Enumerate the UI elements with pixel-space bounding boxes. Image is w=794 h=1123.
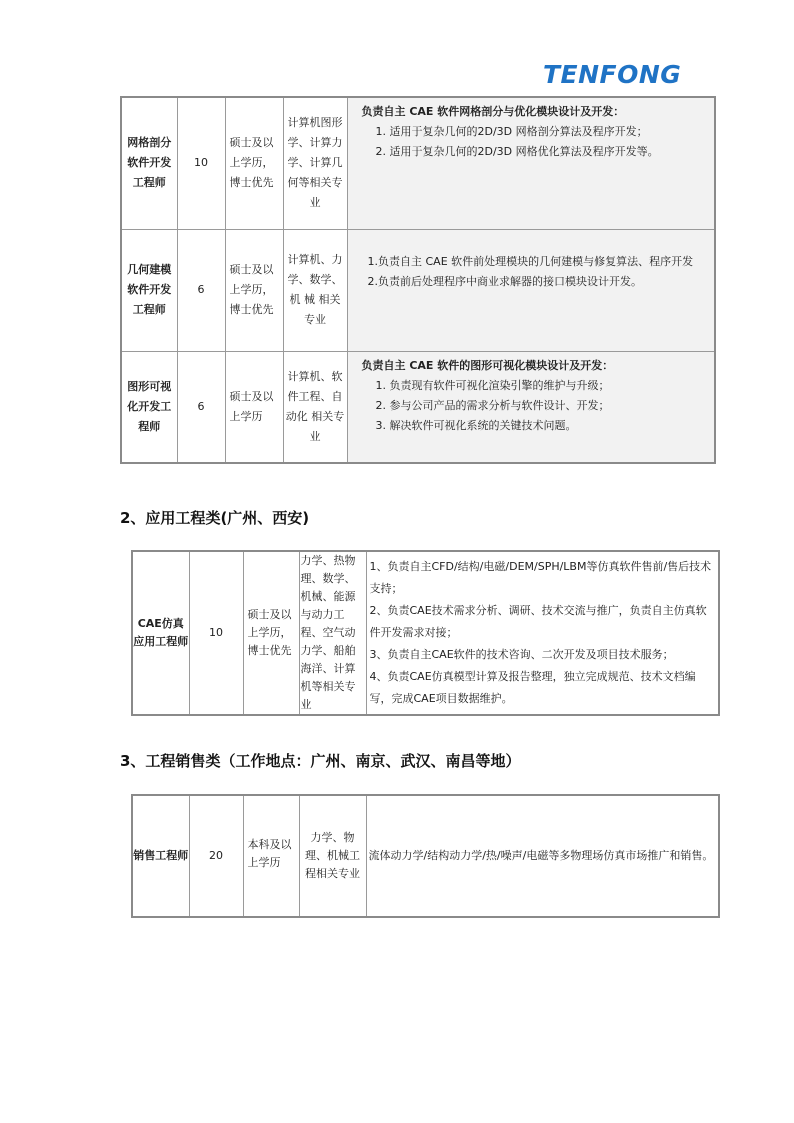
job-count: 20 xyxy=(189,795,243,917)
job-description-item: 1.负责自主 CAE 软件前处理模块的几何建模与修复算法、程序开发 xyxy=(367,254,694,268)
job-description xyxy=(347,97,715,229)
job-description-item: 2、负责CAE技术需求分析、调研、技术交流与推广，负责自主仿真软件开发需求对接； xyxy=(369,604,707,639)
job-role: 销售工程师 xyxy=(132,795,189,917)
job-major: 计算机图形学、计算力学、计算几何等相关专业 xyxy=(283,97,347,229)
table-row xyxy=(121,97,715,229)
job-education: 本科及以上学历 xyxy=(243,795,299,917)
job-education: 硕士及以上学历 xyxy=(225,351,283,463)
job-role: 网格剖分软件开发工程师 xyxy=(121,97,177,229)
job-major: 力学、热物理、数学、机械、能源与动力工程、空气动力学、船舶海洋、计算机等相关专业 xyxy=(299,551,366,715)
job-count: 10 xyxy=(189,551,243,715)
job-description-head: 负责自主 CAE 软件的图形可视化模块设计及开发： xyxy=(361,358,614,372)
job-count: 10 xyxy=(177,97,225,229)
job-description xyxy=(347,229,715,351)
job-description-item: 1. 适用于复杂几何的2D/3D 网格剖分算法及程序开发； xyxy=(375,125,648,138)
job-description-head: 负责自主 CAE 软件网格剖分与优化模块设计及开发： xyxy=(361,105,625,118)
job-description xyxy=(347,351,715,463)
job-count: 6 xyxy=(177,351,225,463)
table-row xyxy=(121,229,715,351)
job-description-item: 2. 适用于复杂几何的2D/3D 网格优化算法及程序开发等。 xyxy=(375,145,659,158)
job-major: 计算机、软件工程、自动化 相关专业 xyxy=(283,351,347,463)
section-heading-application: 2、应用工程类(广州、西安) xyxy=(120,509,310,527)
job-description-item: 4、负责CAE仿真模型计算及报告整理，独立完成规范、技术文档编写，完成CAE项目数据维护。 xyxy=(369,670,696,705)
job-table-application xyxy=(131,550,720,716)
job-major: 计算机、力学、数学、机 械 相关专业 xyxy=(283,229,347,351)
table-row xyxy=(132,551,719,715)
job-role: 几何建模软件开发工程师 xyxy=(121,229,177,351)
job-description: 流体动力学/结构动力学/热/噪声/电磁等多物理场仿真市场推广和销售。 xyxy=(366,795,719,917)
job-description-item: 1、负责自主CFD/结构/电磁/DEM/SPH/LBM等仿真软件售前/售后技术支持； xyxy=(369,560,712,595)
tenfong-logo: TENFONG xyxy=(543,60,682,89)
job-description-item: 2.负责前后处理程序中商业求解器的接口模块设计开发。 xyxy=(367,274,642,288)
job-count: 6 xyxy=(177,229,225,351)
section-heading-sales: 3、工程销售类（工作地点：广州、南京、武汉、南昌等地） xyxy=(120,752,521,770)
job-education: 硕士及以上学历，博士优先 xyxy=(225,229,283,351)
job-description xyxy=(366,551,719,715)
job-description-item: 3、负责自主CAE软件的技术咨询、二次开发及项目技术服务； xyxy=(369,648,674,661)
job-role: CAE仿真应用工程师 xyxy=(132,551,189,715)
job-table-sales xyxy=(131,794,720,918)
job-role: 图形可视化开发工程师 xyxy=(121,351,177,463)
job-education: 硕士及以上学历，博士优先 xyxy=(225,97,283,229)
job-education: 硕士及以上学历，博士优先 xyxy=(243,551,299,715)
table-row xyxy=(132,795,719,917)
job-description-item: 2. 参与公司产品的需求分析与软件设计、开发； xyxy=(375,398,610,412)
job-major: 力学、物理、机械工程相关专业 xyxy=(299,795,366,917)
table-row xyxy=(121,351,715,463)
job-table-software xyxy=(120,96,716,464)
job-description-item: 1. 负责现有软件可视化渲染引擎的维护与升级； xyxy=(375,378,610,392)
job-description-item: 3. 解决软件可视化系统的关键技术问题。 xyxy=(375,418,577,432)
